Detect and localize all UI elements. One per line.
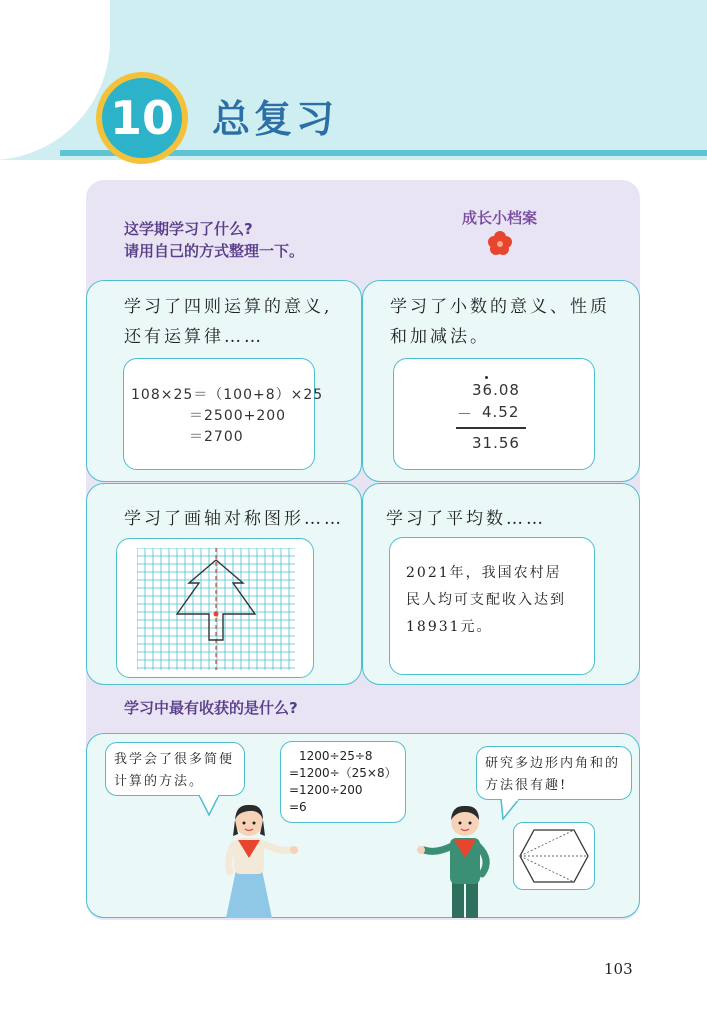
carry-dot <box>485 376 488 379</box>
calc-bubble-line-4: =6 <box>289 800 307 814</box>
decimals-text <box>390 292 636 352</box>
minuend: 36.08 <box>472 381 520 399</box>
fact-line-1: 2021年，我国农村居 <box>406 565 562 581</box>
chapter-number: 10 <box>109 91 174 145</box>
growth-archive-label: 成长小档案 <box>462 209 538 227</box>
calc-bubble-line-2: =1200÷（25×8） <box>289 766 397 780</box>
flower-icon <box>487 230 513 256</box>
minus-sign: － <box>457 405 474 423</box>
operations-text-line-2: 还有运算律…… <box>124 327 264 347</box>
boy-speech-bubble <box>476 746 632 800</box>
girl-speech-bubble <box>105 742 245 796</box>
hexagon-diagram <box>516 826 592 886</box>
operations-text-line-1: 学习了四则运算的意义, <box>124 297 333 317</box>
chapter-badge <box>96 72 188 164</box>
calc-line-3: ＝2700 <box>189 429 244 445</box>
calc-line-1: 108×25＝（100+8）×25 <box>131 387 324 403</box>
decimals-text-line-1: 学习了小数的意义、性质 <box>390 297 610 317</box>
operations-calc <box>131 385 323 448</box>
chapter-title: 总复习 <box>212 97 339 141</box>
tree-grid-diagram <box>137 548 295 670</box>
boy-bubble-line-2: 方法很有趣! <box>485 778 568 793</box>
fact-line-2: 民人均可支配收入达到 <box>406 592 566 608</box>
calc-bubble-line-3: =1200÷200 <box>289 783 363 797</box>
subtraction-line <box>456 427 526 429</box>
income-fact <box>406 560 566 641</box>
symmetry-text: 学习了画轴对称图形…… <box>124 509 344 529</box>
intro-question <box>124 218 304 262</box>
harvest-question: 学习中最有收获的是什么? <box>124 699 298 717</box>
girl-bubble-line-1: 我学会了很多简便 <box>114 752 235 767</box>
boy-illustration <box>412 800 504 918</box>
girl-bubble-line-2: 计算的方法。 <box>114 774 205 789</box>
calc-line-2: ＝2500+200 <box>189 408 287 424</box>
calc-bubble-line-1: 1200÷25÷8 <box>299 749 373 763</box>
boy-bubble-line-1: 研究多边形内角和的 <box>485 756 621 771</box>
difference: 31.56 <box>472 434 520 452</box>
page-number: 103 <box>604 960 633 978</box>
intro-line-1: 这学期学习了什么? <box>124 220 253 238</box>
subtrahend: 4.52 <box>482 403 520 421</box>
girl-illustration <box>208 800 300 918</box>
average-text: 学习了平均数…… <box>386 509 546 529</box>
fact-line-3: 18931元。 <box>406 619 493 635</box>
intro-line-2: 请用自己的方式整理一下。 <box>124 242 305 260</box>
decimals-text-line-2: 和加减法。 <box>390 327 490 347</box>
operations-text <box>124 292 360 352</box>
